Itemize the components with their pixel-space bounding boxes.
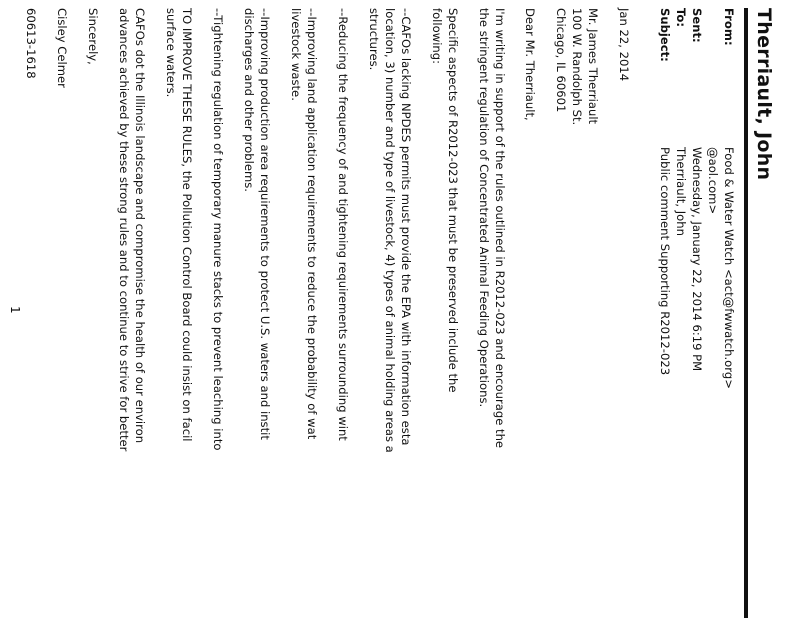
list-item-line: --Improving production area requirements to protect U.S. waters and instit <box>258 8 272 440</box>
list-item-line: --Tightening regulation of temporary manure stacks to prevent leaching into <box>211 8 225 451</box>
letter-date: Jan 22, 2014 <box>617 8 631 82</box>
intro-line: the stringent regulation of Concentrated Animal Feeding Operations. <box>477 8 491 408</box>
recipient-name-heading: Therriault, John <box>753 8 775 181</box>
improve-line: surface waters. <box>164 8 178 98</box>
signer-zip: 60613-1618 <box>24 8 38 79</box>
sent-label: Sent: <box>690 8 704 43</box>
salutation: Dear Mr. Therriault, <box>523 8 537 121</box>
to-label: To: <box>674 8 688 27</box>
improve-line: TO IMPROVE THESE RULES, the Pollution Control Board could insist on facil <box>180 8 194 442</box>
list-item-line: discharges and other problems. <box>242 8 256 192</box>
from-label: From: <box>722 8 736 46</box>
list-item-line: livestock waste. <box>289 8 303 101</box>
address-line: 100 W. Randolph St. <box>570 8 584 126</box>
sent-value: Wednesday, January 22, 2014 6:19 PM <box>690 147 704 372</box>
closing-line: CAFOs dot the Illinois landscape and compromise the health of our environ <box>133 8 147 444</box>
list-item-line: --CAFOs lacking NPDES permits must provide the EPA with information esta <box>399 8 413 446</box>
list-item-line: --Reducing the frequency of and tightening requirements surrounding wint <box>336 8 350 441</box>
aspects-line: following: <box>430 8 444 65</box>
from-value: Food & Water Watch <act@fwwatch.org> <box>722 147 736 389</box>
intro-line: I'm writing in support of the rules outlined in R2012-023 and encourage the <box>493 8 507 449</box>
to-value: Therriault, John <box>674 147 688 236</box>
list-item-line: structures. <box>367 8 381 71</box>
address-line: Chicago, IL 60601 <box>554 8 568 113</box>
list-item-line: --Improving land application requirements to reduce the probability of wat <box>305 8 319 440</box>
aspects-line: Specific aspects of R2012-023 that must be preserved include the <box>446 8 460 393</box>
header-rule <box>744 8 748 618</box>
page-number: 1 <box>8 306 22 314</box>
address-line: Mr. James Therriault <box>586 8 600 125</box>
subject-value: Public comment Supporting R2012-023 <box>658 147 672 376</box>
from-value-continued: @aol.com> <box>706 147 720 215</box>
signoff: Sincerely, <box>86 8 100 65</box>
signer-name: Cisley Celmer <box>55 8 69 88</box>
subject-label: Subject: <box>658 8 672 62</box>
list-item-line: location, 3) number and type of livestock, 4) types of animal holding areas a <box>383 8 397 453</box>
closing-line: advances achieved by these strong rules and to continue to strive for better <box>117 8 131 452</box>
